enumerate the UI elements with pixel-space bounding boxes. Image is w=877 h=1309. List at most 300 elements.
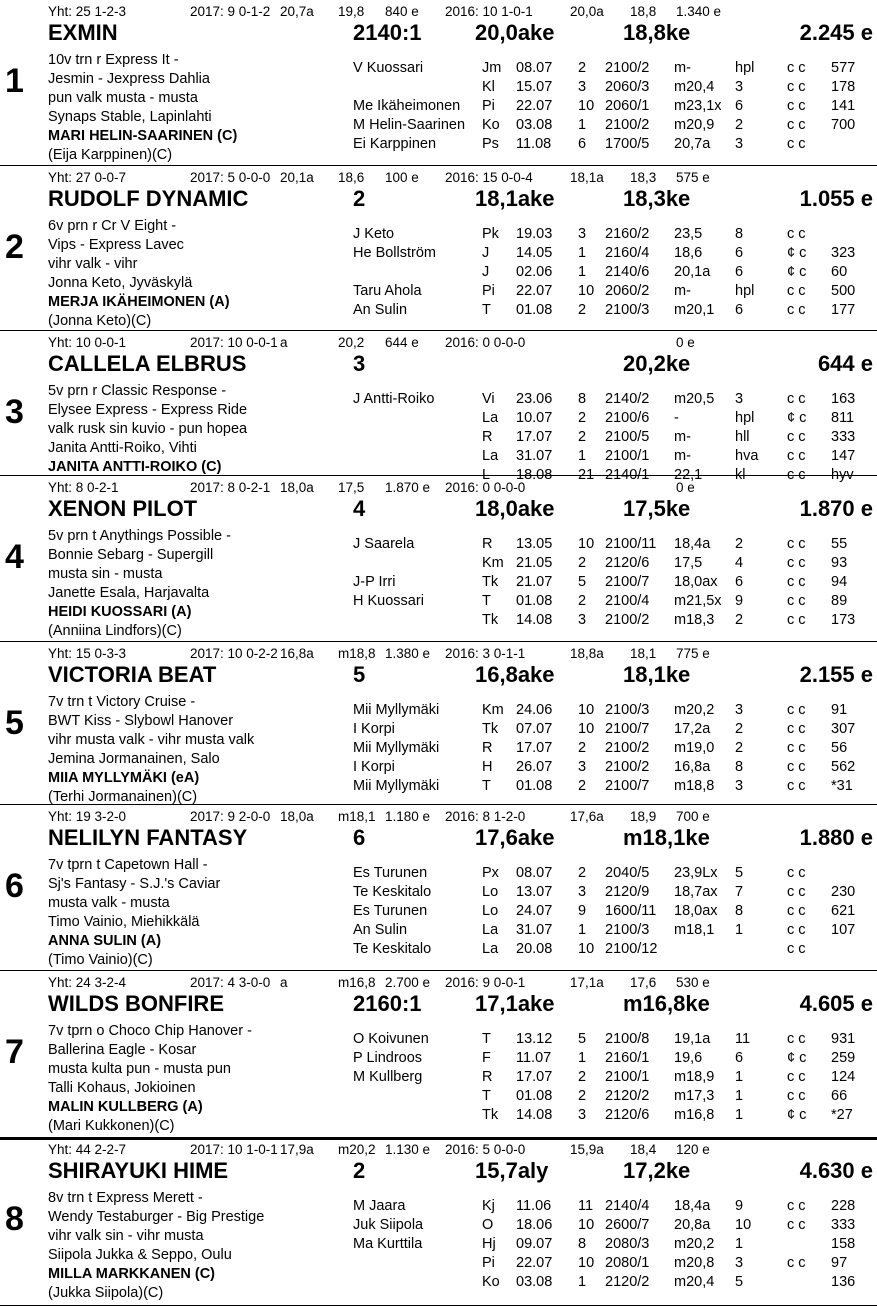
program-number: 5 bbox=[5, 704, 24, 742]
start-driver: An Sulin bbox=[353, 922, 408, 938]
start-position: 2140:1 bbox=[353, 20, 422, 45]
start-prize: 94 bbox=[831, 574, 848, 590]
career-stat: 644 e bbox=[385, 335, 419, 350]
start-pos: 10 bbox=[578, 1217, 595, 1233]
program-number: 6 bbox=[5, 867, 24, 905]
start-shoes: c c bbox=[787, 1255, 806, 1271]
start-race: 2100/2 bbox=[605, 612, 650, 628]
start-pos: 3 bbox=[578, 884, 587, 900]
start-pos: 10 bbox=[578, 536, 595, 552]
start-row bbox=[0, 1256, 877, 1275]
start-race: 2160/4 bbox=[605, 245, 650, 261]
start-track: La bbox=[482, 448, 499, 464]
start-odds: 7 bbox=[735, 884, 744, 900]
start-row bbox=[0, 61, 877, 80]
start-time: 18,4a bbox=[674, 1198, 711, 1214]
start-driver: Mii Myllymäki bbox=[353, 740, 440, 756]
career-stat: 15,9a bbox=[570, 1142, 604, 1157]
horse-info-line: 8v trn t Express Merett - bbox=[48, 1190, 203, 1206]
start-pos: 3 bbox=[578, 79, 587, 95]
start-date: 20.08 bbox=[516, 941, 553, 957]
total-earnings: 4.605 e bbox=[799, 991, 873, 1016]
start-shoes: c c bbox=[787, 60, 806, 76]
career-stat: 840 e bbox=[385, 4, 419, 19]
best-record-volt: 20,2ke bbox=[623, 351, 691, 376]
start-shoes: c c bbox=[787, 865, 806, 881]
start-track: O bbox=[482, 1217, 494, 1233]
horse-info-line: 7v tprn o Choco Chip Hanover - bbox=[48, 1023, 252, 1039]
start-odds: 2 bbox=[735, 117, 744, 133]
start-race: 2100/3 bbox=[605, 302, 650, 318]
start-track: H bbox=[482, 759, 493, 775]
start-date: 17.07 bbox=[516, 1069, 553, 1085]
career-stat: 775 e bbox=[676, 646, 710, 661]
start-time: 20,8a bbox=[674, 1217, 711, 1233]
start-odds: 6 bbox=[735, 574, 744, 590]
start-prize: 89 bbox=[831, 593, 848, 609]
start-date: 17.07 bbox=[516, 740, 553, 756]
start-time: m- bbox=[674, 429, 691, 445]
horse-name: XENON PILOT bbox=[48, 496, 198, 521]
start-race: 2600/7 bbox=[605, 1217, 650, 1233]
start-row bbox=[0, 594, 877, 613]
start-race: 2140/4 bbox=[605, 1198, 650, 1214]
start-driver: P Lindroos bbox=[353, 1050, 423, 1066]
start-shoes: c c bbox=[787, 1088, 806, 1104]
start-odds: 2 bbox=[735, 721, 744, 737]
start-time: 20,1a bbox=[674, 264, 711, 280]
start-pos: 2 bbox=[578, 555, 587, 571]
career-stat: Yht: 10 0-0-1 bbox=[48, 335, 127, 350]
start-row bbox=[0, 904, 877, 923]
start-track: La bbox=[482, 410, 499, 426]
start-race: 2100/1 bbox=[605, 448, 650, 464]
driver-name: MALIN KULLBERG (A) bbox=[48, 1099, 203, 1115]
start-date: 09.07 bbox=[516, 1236, 553, 1252]
start-time: m21,5x bbox=[674, 593, 722, 609]
trainer-name: (Anniina Lindfors)(C) bbox=[48, 623, 182, 639]
start-prize: 107 bbox=[831, 922, 856, 938]
start-track: Tk bbox=[482, 612, 499, 628]
start-odds: 6 bbox=[735, 98, 744, 114]
start-shoes: c c bbox=[787, 941, 806, 957]
career-stat: 20,0a bbox=[570, 4, 604, 19]
career-stat: 2017: 9 2-0-0 bbox=[190, 809, 271, 824]
start-shoes: ¢ c bbox=[787, 1050, 807, 1066]
start-time: 18,4a bbox=[674, 536, 711, 552]
start-shoes: c c bbox=[787, 302, 806, 318]
driver-name: ANNA SULIN (A) bbox=[48, 933, 162, 949]
start-shoes: c c bbox=[787, 740, 806, 756]
start-track: R bbox=[482, 536, 493, 552]
start-date: 11.08 bbox=[516, 136, 552, 152]
start-prize: 333 bbox=[831, 1217, 856, 1233]
start-row bbox=[0, 556, 877, 575]
start-time: m18,9 bbox=[674, 1069, 715, 1085]
start-date: 10.07 bbox=[516, 410, 553, 426]
start-row bbox=[0, 923, 877, 942]
start-odds: hva bbox=[735, 448, 759, 464]
horse-info-line: musta sin - musta bbox=[48, 566, 163, 582]
start-date: 08.07 bbox=[516, 60, 553, 76]
start-time: m20,4 bbox=[674, 1274, 715, 1290]
total-earnings: 2.245 e bbox=[799, 20, 873, 45]
start-driver: Te Keskitalo bbox=[353, 884, 432, 900]
career-stat: 2016: 5 0-0-0 bbox=[445, 1142, 526, 1157]
start-odds: 11 bbox=[735, 1031, 751, 1047]
start-odds: 9 bbox=[735, 593, 744, 609]
program-number: 1 bbox=[5, 62, 24, 100]
start-race: 2160/2 bbox=[605, 226, 650, 242]
start-track: T bbox=[482, 1088, 491, 1104]
start-pos: 2 bbox=[578, 740, 587, 756]
start-pos: 2 bbox=[578, 778, 587, 794]
start-row bbox=[0, 1051, 877, 1070]
start-prize: 230 bbox=[831, 884, 856, 900]
best-record-auto: 20,0ake bbox=[475, 20, 555, 45]
start-odds: 2 bbox=[735, 612, 744, 628]
start-driver: Ma Kurttila bbox=[353, 1236, 423, 1252]
start-shoes: c c bbox=[787, 1031, 806, 1047]
start-odds: hpl bbox=[735, 283, 755, 299]
start-prize: 56 bbox=[831, 740, 848, 756]
program-number: 3 bbox=[5, 393, 24, 431]
start-pos: 10 bbox=[578, 721, 595, 737]
start-date: 14.08 bbox=[516, 1107, 553, 1123]
start-race: 2060/2 bbox=[605, 283, 650, 299]
horse-name: VICTORIA BEAT bbox=[48, 662, 217, 687]
start-pos: 6 bbox=[578, 136, 587, 152]
career-stat: Yht: 44 2-2-7 bbox=[48, 1142, 127, 1157]
career-stat: 2016: 10 1-0-1 bbox=[445, 4, 533, 19]
start-prize: 136 bbox=[831, 1274, 856, 1290]
horse-entry bbox=[0, 971, 877, 1137]
start-date: 15.07 bbox=[516, 79, 553, 95]
total-earnings: 644 e bbox=[817, 351, 873, 376]
start-date: 13.12 bbox=[516, 1031, 553, 1047]
career-stat: Yht: 25 1-2-3 bbox=[48, 4, 127, 19]
start-odds: 1 bbox=[735, 1107, 744, 1123]
horse-info-line: musta valk - musta bbox=[48, 895, 170, 911]
start-prize: 811 bbox=[831, 410, 855, 426]
start-prize: 333 bbox=[831, 429, 856, 445]
horse-info-line: 7v tprn t Capetown Hall - bbox=[48, 857, 208, 873]
career-stat: 18,0a bbox=[280, 480, 314, 495]
career-stat: m18,8 bbox=[338, 646, 376, 661]
start-pos: 1 bbox=[578, 1274, 587, 1290]
start-pos: 2 bbox=[578, 1069, 587, 1085]
start-date: 26.07 bbox=[516, 759, 553, 775]
start-race: 2100/5 bbox=[605, 429, 650, 445]
trainer-name: (Eija Karppinen)(C) bbox=[48, 147, 173, 163]
start-pos: 1 bbox=[578, 922, 587, 938]
start-track: J bbox=[482, 245, 490, 261]
start-date: 01.08 bbox=[516, 302, 553, 318]
start-pos: 10 bbox=[578, 283, 595, 299]
horse-name: WILDS BONFIRE bbox=[48, 991, 224, 1016]
entry-divider bbox=[0, 165, 877, 166]
career-stat: m16,8 bbox=[338, 975, 376, 990]
entry-divider bbox=[0, 1305, 877, 1306]
start-time: m20,4 bbox=[674, 79, 715, 95]
start-row bbox=[0, 430, 877, 449]
start-row bbox=[0, 411, 877, 430]
start-time: m20,5 bbox=[674, 391, 715, 407]
start-driver: I Korpi bbox=[353, 759, 395, 775]
start-odds: 6 bbox=[735, 245, 744, 261]
start-driver: Me Ikäheimonen bbox=[353, 98, 461, 114]
start-shoes: c c bbox=[787, 778, 806, 794]
start-row bbox=[0, 703, 877, 722]
best-record-auto: 18,1ake bbox=[475, 186, 555, 211]
career-stat: 2017: 10 0-0-1 bbox=[190, 335, 278, 350]
career-stat: 20,1a bbox=[280, 170, 314, 185]
career-stat: 1.180 e bbox=[385, 809, 431, 824]
start-shoes: c c bbox=[787, 922, 806, 938]
start-row bbox=[0, 779, 877, 798]
start-row bbox=[0, 537, 877, 556]
horse-info-line: musta kulta pun - musta pun bbox=[48, 1061, 231, 1077]
horse-name: NELILYN FANTASY bbox=[48, 825, 248, 850]
driver-name: MARI HELIN-SAARINEN (C) bbox=[48, 128, 238, 144]
start-time: m18,3 bbox=[674, 612, 715, 628]
start-race: 2100/2 bbox=[605, 740, 650, 756]
start-date: 13.05 bbox=[516, 536, 553, 552]
career-stat: 17,5 bbox=[338, 480, 365, 495]
start-row bbox=[0, 1089, 877, 1108]
horse-entry bbox=[0, 805, 877, 970]
career-stat: 18,8 bbox=[630, 4, 657, 19]
start-driver: J Saarela bbox=[353, 536, 415, 552]
start-odds: 5 bbox=[735, 1274, 744, 1290]
start-pos: 2 bbox=[578, 302, 587, 318]
start-shoes: c c bbox=[787, 1198, 806, 1214]
entry-divider bbox=[0, 330, 877, 331]
start-date: 21.05 bbox=[516, 555, 553, 571]
driver-name: MERJA IKÄHEIMONEN (A) bbox=[48, 294, 230, 310]
start-time: - bbox=[674, 410, 679, 426]
start-odds: 3 bbox=[735, 79, 744, 95]
start-date: 03.08 bbox=[516, 117, 553, 133]
start-shoes: c c bbox=[787, 1069, 806, 1085]
start-pos: 1 bbox=[578, 264, 587, 280]
start-track: Km bbox=[482, 555, 504, 571]
career-stat: 1.380 e bbox=[385, 646, 431, 661]
start-position: 5 bbox=[353, 662, 366, 687]
start-race: 2140/2 bbox=[605, 391, 650, 407]
start-race: 2100/3 bbox=[605, 702, 650, 718]
horse-info-line: Timo Vainio, Miehikkälä bbox=[48, 914, 200, 930]
career-stat: 0 e bbox=[676, 335, 695, 350]
start-time: 23,9Lx bbox=[674, 865, 718, 881]
start-shoes: c c bbox=[787, 903, 806, 919]
start-track: Pk bbox=[482, 226, 499, 242]
start-time: m- bbox=[674, 283, 691, 299]
start-race: 2120/2 bbox=[605, 1088, 650, 1104]
start-date: 31.07 bbox=[516, 922, 553, 938]
start-pos: 3 bbox=[578, 612, 587, 628]
career-stat: 18,8a bbox=[570, 646, 604, 661]
start-prize: hyv bbox=[831, 467, 854, 483]
best-record-volt: m18,1ke bbox=[623, 825, 710, 850]
start-date: 11.07 bbox=[516, 1050, 552, 1066]
career-stat: 18,1 bbox=[630, 646, 657, 661]
start-prize: 60 bbox=[831, 264, 848, 280]
career-stat: 2017: 5 0-0-0 bbox=[190, 170, 271, 185]
start-date: 01.08 bbox=[516, 593, 553, 609]
start-time: 18,0ax bbox=[674, 903, 718, 919]
career-stat: 100 e bbox=[385, 170, 419, 185]
start-track: Tk bbox=[482, 574, 499, 590]
start-odds: 3 bbox=[735, 778, 744, 794]
best-record-auto: 17,1ake bbox=[475, 991, 555, 1016]
start-row bbox=[0, 80, 877, 99]
start-track: T bbox=[482, 778, 491, 794]
start-pos: 1 bbox=[578, 245, 587, 261]
start-prize: 163 bbox=[831, 391, 856, 407]
career-stat: 18,4 bbox=[630, 1142, 657, 1157]
start-date: 24.07 bbox=[516, 903, 553, 919]
start-prize: 177 bbox=[831, 302, 856, 318]
start-shoes: c c bbox=[787, 593, 806, 609]
best-record-auto: 17,6ake bbox=[475, 825, 555, 850]
horse-info-line: Synaps Stable, Lapinlahti bbox=[48, 109, 212, 125]
start-driver: Es Turunen bbox=[353, 865, 428, 881]
start-time: 19,6 bbox=[674, 1050, 703, 1066]
career-stat: 2016: 15 0-0-4 bbox=[445, 170, 533, 185]
start-row bbox=[0, 118, 877, 137]
start-row bbox=[0, 760, 877, 779]
start-pos: 10 bbox=[578, 98, 595, 114]
start-race: 2040/5 bbox=[605, 865, 650, 881]
start-date: 03.08 bbox=[516, 1274, 553, 1290]
best-record-auto: 16,8ake bbox=[475, 662, 555, 687]
start-row bbox=[0, 1218, 877, 1237]
start-row bbox=[0, 722, 877, 741]
start-race: 2120/6 bbox=[605, 1107, 650, 1123]
start-time: 16,8a bbox=[674, 759, 711, 775]
start-shoes: c c bbox=[787, 536, 806, 552]
start-shoes: c c bbox=[787, 884, 806, 900]
start-position: 6 bbox=[353, 825, 366, 850]
career-stat: 17,6 bbox=[630, 975, 657, 990]
start-track: Tk bbox=[482, 1107, 499, 1123]
horse-name: RUDOLF DYNAMIC bbox=[48, 186, 249, 211]
program-number: 4 bbox=[5, 538, 24, 576]
start-odds: 6 bbox=[735, 1050, 744, 1066]
start-track: Px bbox=[482, 865, 499, 881]
trainer-name: (Jukka Siipola)(C) bbox=[48, 1285, 164, 1301]
start-position: 2 bbox=[353, 1158, 366, 1183]
best-record-volt: 18,1ke bbox=[623, 662, 691, 687]
career-stat: 17,6a bbox=[570, 809, 604, 824]
start-prize: 931 bbox=[831, 1031, 856, 1047]
best-record-volt: 17,5ke bbox=[623, 496, 691, 521]
start-prize: 173 bbox=[831, 612, 856, 628]
start-track: F bbox=[482, 1050, 491, 1066]
start-odds: hpl bbox=[735, 60, 755, 76]
start-pos: 8 bbox=[578, 1236, 587, 1252]
start-date: 01.08 bbox=[516, 1088, 553, 1104]
start-prize: 577 bbox=[831, 60, 856, 76]
start-race: 2080/1 bbox=[605, 1255, 650, 1271]
start-pos: 5 bbox=[578, 1031, 587, 1047]
start-odds: hpl bbox=[735, 410, 755, 426]
start-shoes: c c bbox=[787, 467, 806, 483]
start-shoes: ¢ c bbox=[787, 264, 807, 280]
start-odds: 3 bbox=[735, 1255, 744, 1271]
start-shoes: c c bbox=[787, 555, 806, 571]
start-track: R bbox=[482, 1069, 493, 1085]
start-track: L bbox=[482, 467, 491, 483]
start-odds: 1 bbox=[735, 1236, 744, 1252]
career-stat: 19,8 bbox=[338, 4, 365, 19]
start-time: m18,8 bbox=[674, 778, 715, 794]
career-stat: 0 e bbox=[676, 480, 695, 495]
career-stat: 120 e bbox=[676, 1142, 710, 1157]
start-row bbox=[0, 942, 877, 961]
entry-divider bbox=[0, 804, 877, 805]
start-race: 2100/2 bbox=[605, 759, 650, 775]
start-race: 2100/4 bbox=[605, 593, 650, 609]
career-stat: m18,1 bbox=[338, 809, 376, 824]
entry-divider bbox=[0, 1137, 877, 1140]
start-track: Hj bbox=[482, 1236, 496, 1252]
start-date: 22.07 bbox=[516, 98, 553, 114]
start-shoes: c c bbox=[787, 702, 806, 718]
start-driver: V Kuossari bbox=[353, 60, 424, 76]
entry-divider bbox=[0, 970, 877, 971]
start-shoes: ¢ c bbox=[787, 245, 807, 261]
start-pos: 10 bbox=[578, 1255, 595, 1271]
start-prize: 124 bbox=[831, 1069, 856, 1085]
start-date: 18.08 bbox=[516, 467, 553, 483]
start-track: Lo bbox=[482, 903, 499, 919]
start-shoes: c c bbox=[787, 429, 806, 445]
career-stat: 2017: 10 1-0-1 bbox=[190, 1142, 278, 1157]
start-position: 4 bbox=[353, 496, 366, 521]
start-date: 18.06 bbox=[516, 1217, 553, 1233]
start-shoes: c c bbox=[787, 79, 806, 95]
start-prize: 323 bbox=[831, 245, 856, 261]
best-record-volt: m16,8ke bbox=[623, 991, 710, 1016]
start-driver: An Sulin bbox=[353, 302, 408, 318]
start-prize: 700 bbox=[831, 117, 856, 133]
horse-info-line: Janita Antti-Roiko, Vihti bbox=[48, 440, 197, 456]
career-stat: Yht: 15 0-3-3 bbox=[48, 646, 127, 661]
start-odds: 8 bbox=[735, 226, 744, 242]
trainer-name: (Terhi Jormanainen)(C) bbox=[48, 789, 198, 805]
start-prize: 93 bbox=[831, 555, 848, 571]
total-earnings: 1.870 e bbox=[799, 496, 873, 521]
start-odds: 9 bbox=[735, 1198, 744, 1214]
start-date: 19.03 bbox=[516, 226, 553, 242]
start-odds: 5 bbox=[735, 865, 744, 881]
start-row bbox=[0, 246, 877, 265]
start-date: 02.06 bbox=[516, 264, 553, 280]
start-time: m- bbox=[674, 448, 691, 464]
start-row bbox=[0, 449, 877, 468]
start-race: 2140/6 bbox=[605, 264, 650, 280]
start-odds: 8 bbox=[735, 903, 744, 919]
start-time: m18,1 bbox=[674, 922, 715, 938]
start-pos: 2 bbox=[578, 865, 587, 881]
start-date: 31.07 bbox=[516, 448, 553, 464]
career-stat: 2017: 8 0-2-1 bbox=[190, 480, 271, 495]
start-track: Ko bbox=[482, 1274, 500, 1290]
start-odds: 4 bbox=[735, 555, 744, 571]
career-stat: Yht: 27 0-0-7 bbox=[48, 170, 127, 185]
